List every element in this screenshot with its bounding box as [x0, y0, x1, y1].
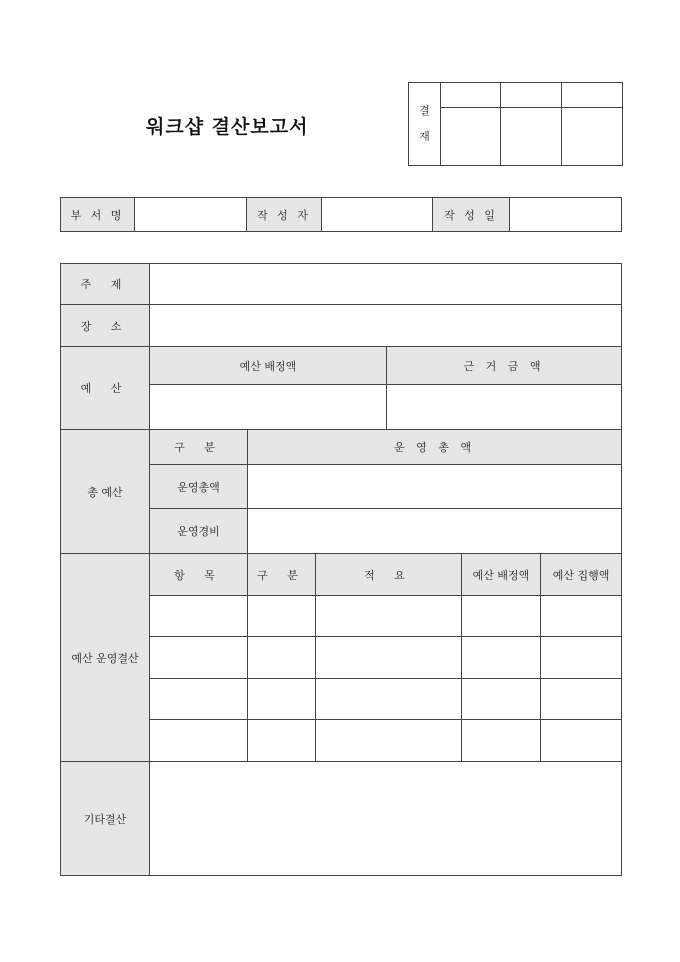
- other-settlement-field[interactable]: [150, 762, 622, 876]
- approval-label-bottom: 재: [419, 130, 430, 143]
- approval-box: [408, 82, 623, 166]
- settlement-cell[interactable]: [541, 679, 622, 720]
- page-title: 워크샵 결산보고서: [146, 116, 309, 138]
- total-row-label: 운영총액: [150, 465, 248, 509]
- date-field[interactable]: [510, 198, 622, 232]
- dept-field[interactable]: [135, 198, 247, 232]
- settlement-cell[interactable]: [316, 637, 462, 679]
- settlement-cell[interactable]: [462, 637, 541, 679]
- approval-header-cell: [562, 83, 623, 108]
- writer-label: 작 성 자: [247, 198, 322, 232]
- settlement-cell[interactable]: [541, 596, 622, 637]
- settlement-cell[interactable]: [150, 596, 248, 637]
- total-row-field[interactable]: [248, 465, 622, 509]
- approval-sign-cell[interactable]: [562, 108, 623, 166]
- settlement-cell[interactable]: [150, 679, 248, 720]
- approval-sign-cell[interactable]: [501, 108, 562, 166]
- main-table: [60, 263, 622, 876]
- total-amount-header: 운 영 총 액: [248, 430, 622, 465]
- settlement-header: 구 분: [248, 554, 316, 596]
- settlement-cell[interactable]: [248, 637, 316, 679]
- place-label: 장 소: [61, 305, 150, 347]
- approval-label-top: 결: [419, 104, 430, 117]
- settlement-header: 적 요: [316, 554, 462, 596]
- settlement-cell[interactable]: [541, 637, 622, 679]
- settlement-cell[interactable]: [541, 720, 622, 762]
- settlement-cell[interactable]: [316, 720, 462, 762]
- settlement-cell[interactable]: [462, 679, 541, 720]
- settlement-header: 항 목: [150, 554, 248, 596]
- subject-label: 주 제: [61, 264, 150, 305]
- approval-label: [409, 83, 441, 166]
- settlement-cell[interactable]: [248, 720, 316, 762]
- dept-label: 부 서 명: [61, 198, 135, 232]
- writer-field[interactable]: [322, 198, 433, 232]
- subject-field[interactable]: [150, 264, 622, 305]
- settlement-cell[interactable]: [462, 596, 541, 637]
- settlement-header: 예산 집행액: [541, 554, 622, 596]
- other-settlement-label: 기타결산: [61, 762, 150, 876]
- settlement-cell[interactable]: [150, 637, 248, 679]
- settlement-cell[interactable]: [150, 720, 248, 762]
- approval-header-cell: [501, 83, 562, 108]
- settlement-label: 예산 운영결산: [61, 554, 150, 762]
- approval-header-cell: [441, 83, 501, 108]
- settlement-cell[interactable]: [316, 596, 462, 637]
- total-row-label: 운영경비: [150, 509, 248, 554]
- settlement-cell[interactable]: [462, 720, 541, 762]
- settlement-header: 예산 배정액: [462, 554, 541, 596]
- date-label: 작 성 일: [433, 198, 510, 232]
- budget-alloc-header: 예산 배정액: [150, 347, 387, 385]
- settlement-cell[interactable]: [316, 679, 462, 720]
- approval-sign-cell[interactable]: [441, 108, 501, 166]
- budget-basis-header: 근 거 금 액: [387, 347, 622, 385]
- info-table: [60, 197, 622, 232]
- total-budget-label: 총 예산: [61, 430, 150, 554]
- total-row-field[interactable]: [248, 509, 622, 554]
- settlement-cell[interactable]: [248, 679, 316, 720]
- settlement-cell[interactable]: [248, 596, 316, 637]
- place-field[interactable]: [150, 305, 622, 347]
- total-category-header: 구 분: [150, 430, 248, 465]
- budget-label: 예 산: [61, 347, 150, 430]
- budget-basis-field[interactable]: [387, 385, 622, 430]
- budget-alloc-field[interactable]: [150, 385, 387, 430]
